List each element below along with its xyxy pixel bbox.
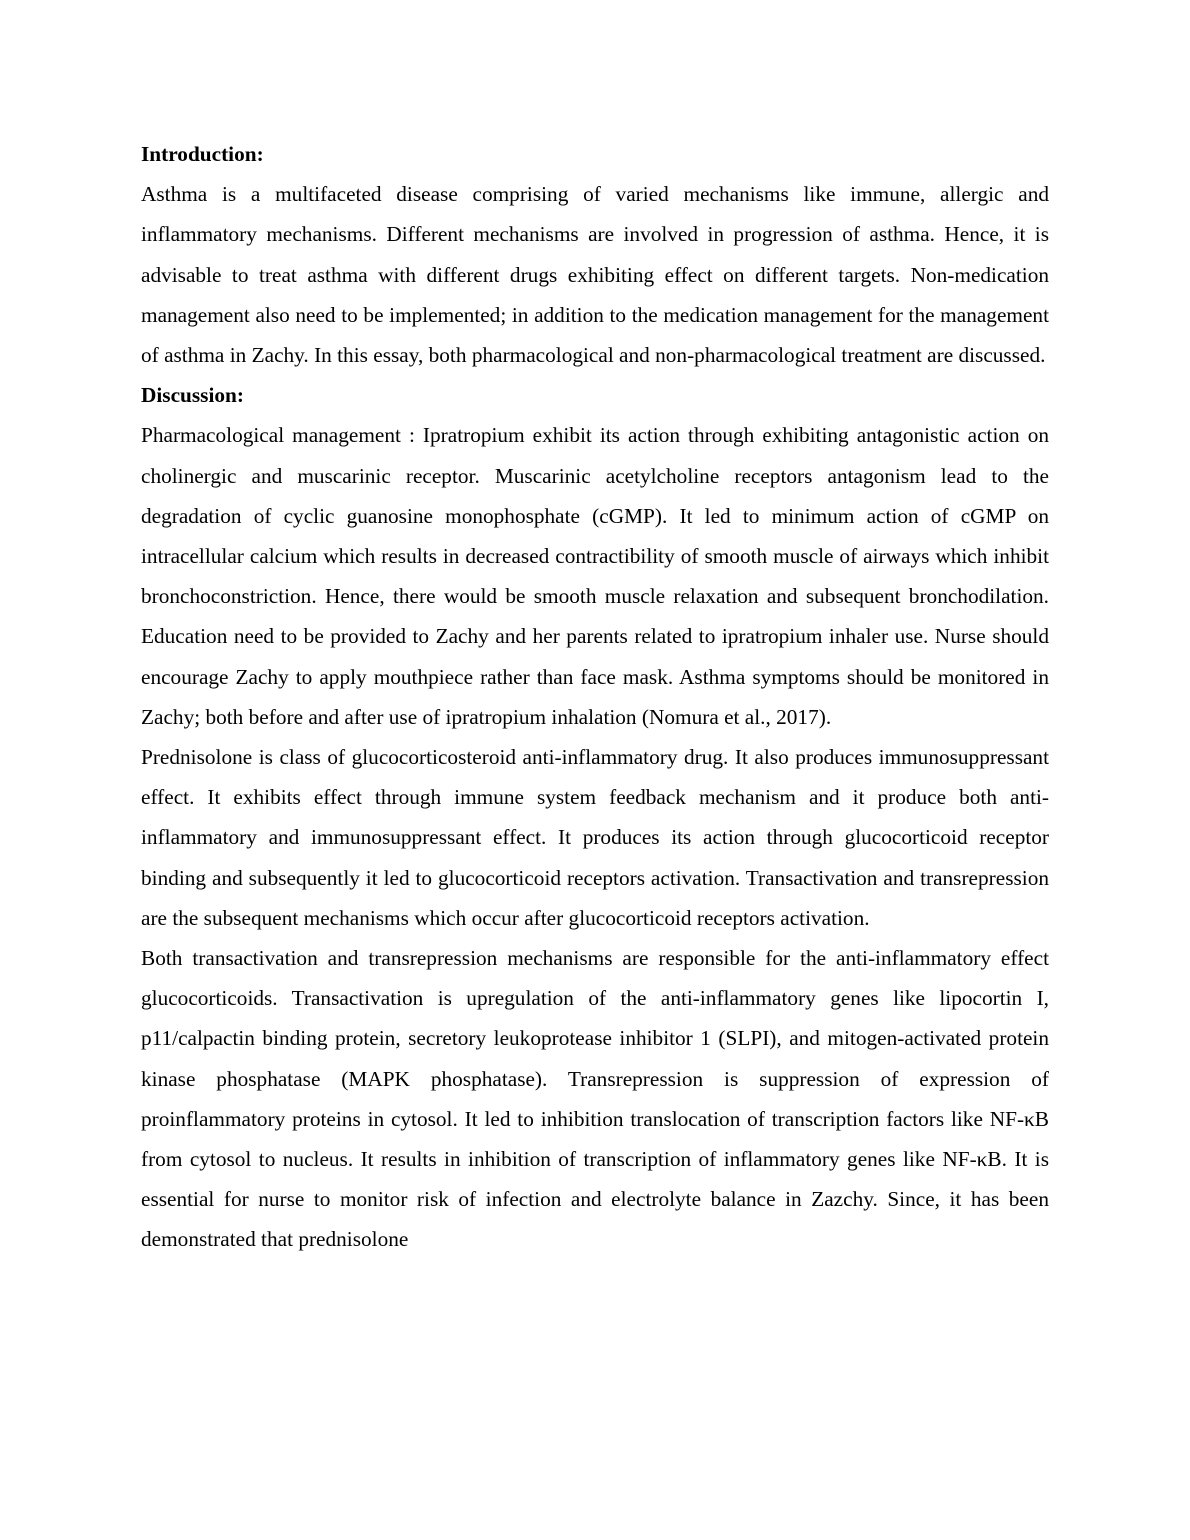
discussion-paragraph-mechanisms: Both transactivation and transrepression mechanisms are responsible for the anti-inflammatory effect glucocorticoids. Transactivation is upregulation of the anti-inflammatory genes like lipocortin I, p11/calpactin binding protein, secretory leukoprotease inhibitor 1 (SLPI), and mitogen-activated protein kinase phosphatase (MAPK phosphatase). Transrepression is suppression of expression of proinflammatory proteins in cytosol. It led to inhibition translocation of transcription factors like NF-κB from cytosol to nucleus. It results in inhibition of transcription of inflammatory genes like NF-κB. It is essential for nurse to monitor risk of infection and electrolyte balance in Zazchy. Since, it has been demonstrated that prednisolone xyxy=(141,946,1049,1252)
discussion-heading: Discussion: xyxy=(141,383,244,408)
introduction-heading: Introduction: xyxy=(141,142,264,166)
document-page xyxy=(141,134,1049,1260)
introduction-paragraph: Asthma is a multifaceted disease comprising of varied mechanisms like immune, allergic and inflammatory mechanisms. Different mechanisms are involved in progression of asthma. Hence, it is advisable to treat asthma with different drugs exhibiting effect on different targets. Non-medication management also need to be implemented; in addition to the medication management for the management of asthma in Zachy. In this essay, both pharmacological and non-pharmacological treatment are discussed. xyxy=(141,182,1049,368)
discussion-paragraph-pharmacological: Pharmacological management : Ipratropium exhibit its action through exhibiting antagonistic action on cholinergic and muscarinic receptor. Muscarinic acetylcholine receptors antagonism lead to the degradation of cyclic guanosine monophosphate (cGMP). It led to minimum action of cGMP on intracellular calcium which results in decreased contractibility of smooth muscle of airways which inhibit bronchoconstriction. Hence, there would be smooth muscle relaxation and subsequent bronchodilation. Education need to be provided to Zachy and her parents related to ipratropium inhaler use. Nurse should encourage Zachy to apply mouthpiece rather than face mask. Asthma symptoms should be monitored in Zachy; both before and after use of ipratropium inhalation (Nomura et al., 2017). xyxy=(141,423,1049,729)
discussion-paragraph-prednisolone: Prednisolone is class of glucocorticosteroid anti-inflammatory drug. It also produces immunosuppressant effect. It exhibits effect through immune system feedback mechanism and it produce both anti-inflammatory and immunosuppressant effect. It produces its action through glucocorticoid receptor binding and subsequently it led to glucocorticoid receptors activation. Transactivation and transrepression are the subsequent mechanisms which occur after glucocorticoid receptors activation. xyxy=(141,745,1049,930)
